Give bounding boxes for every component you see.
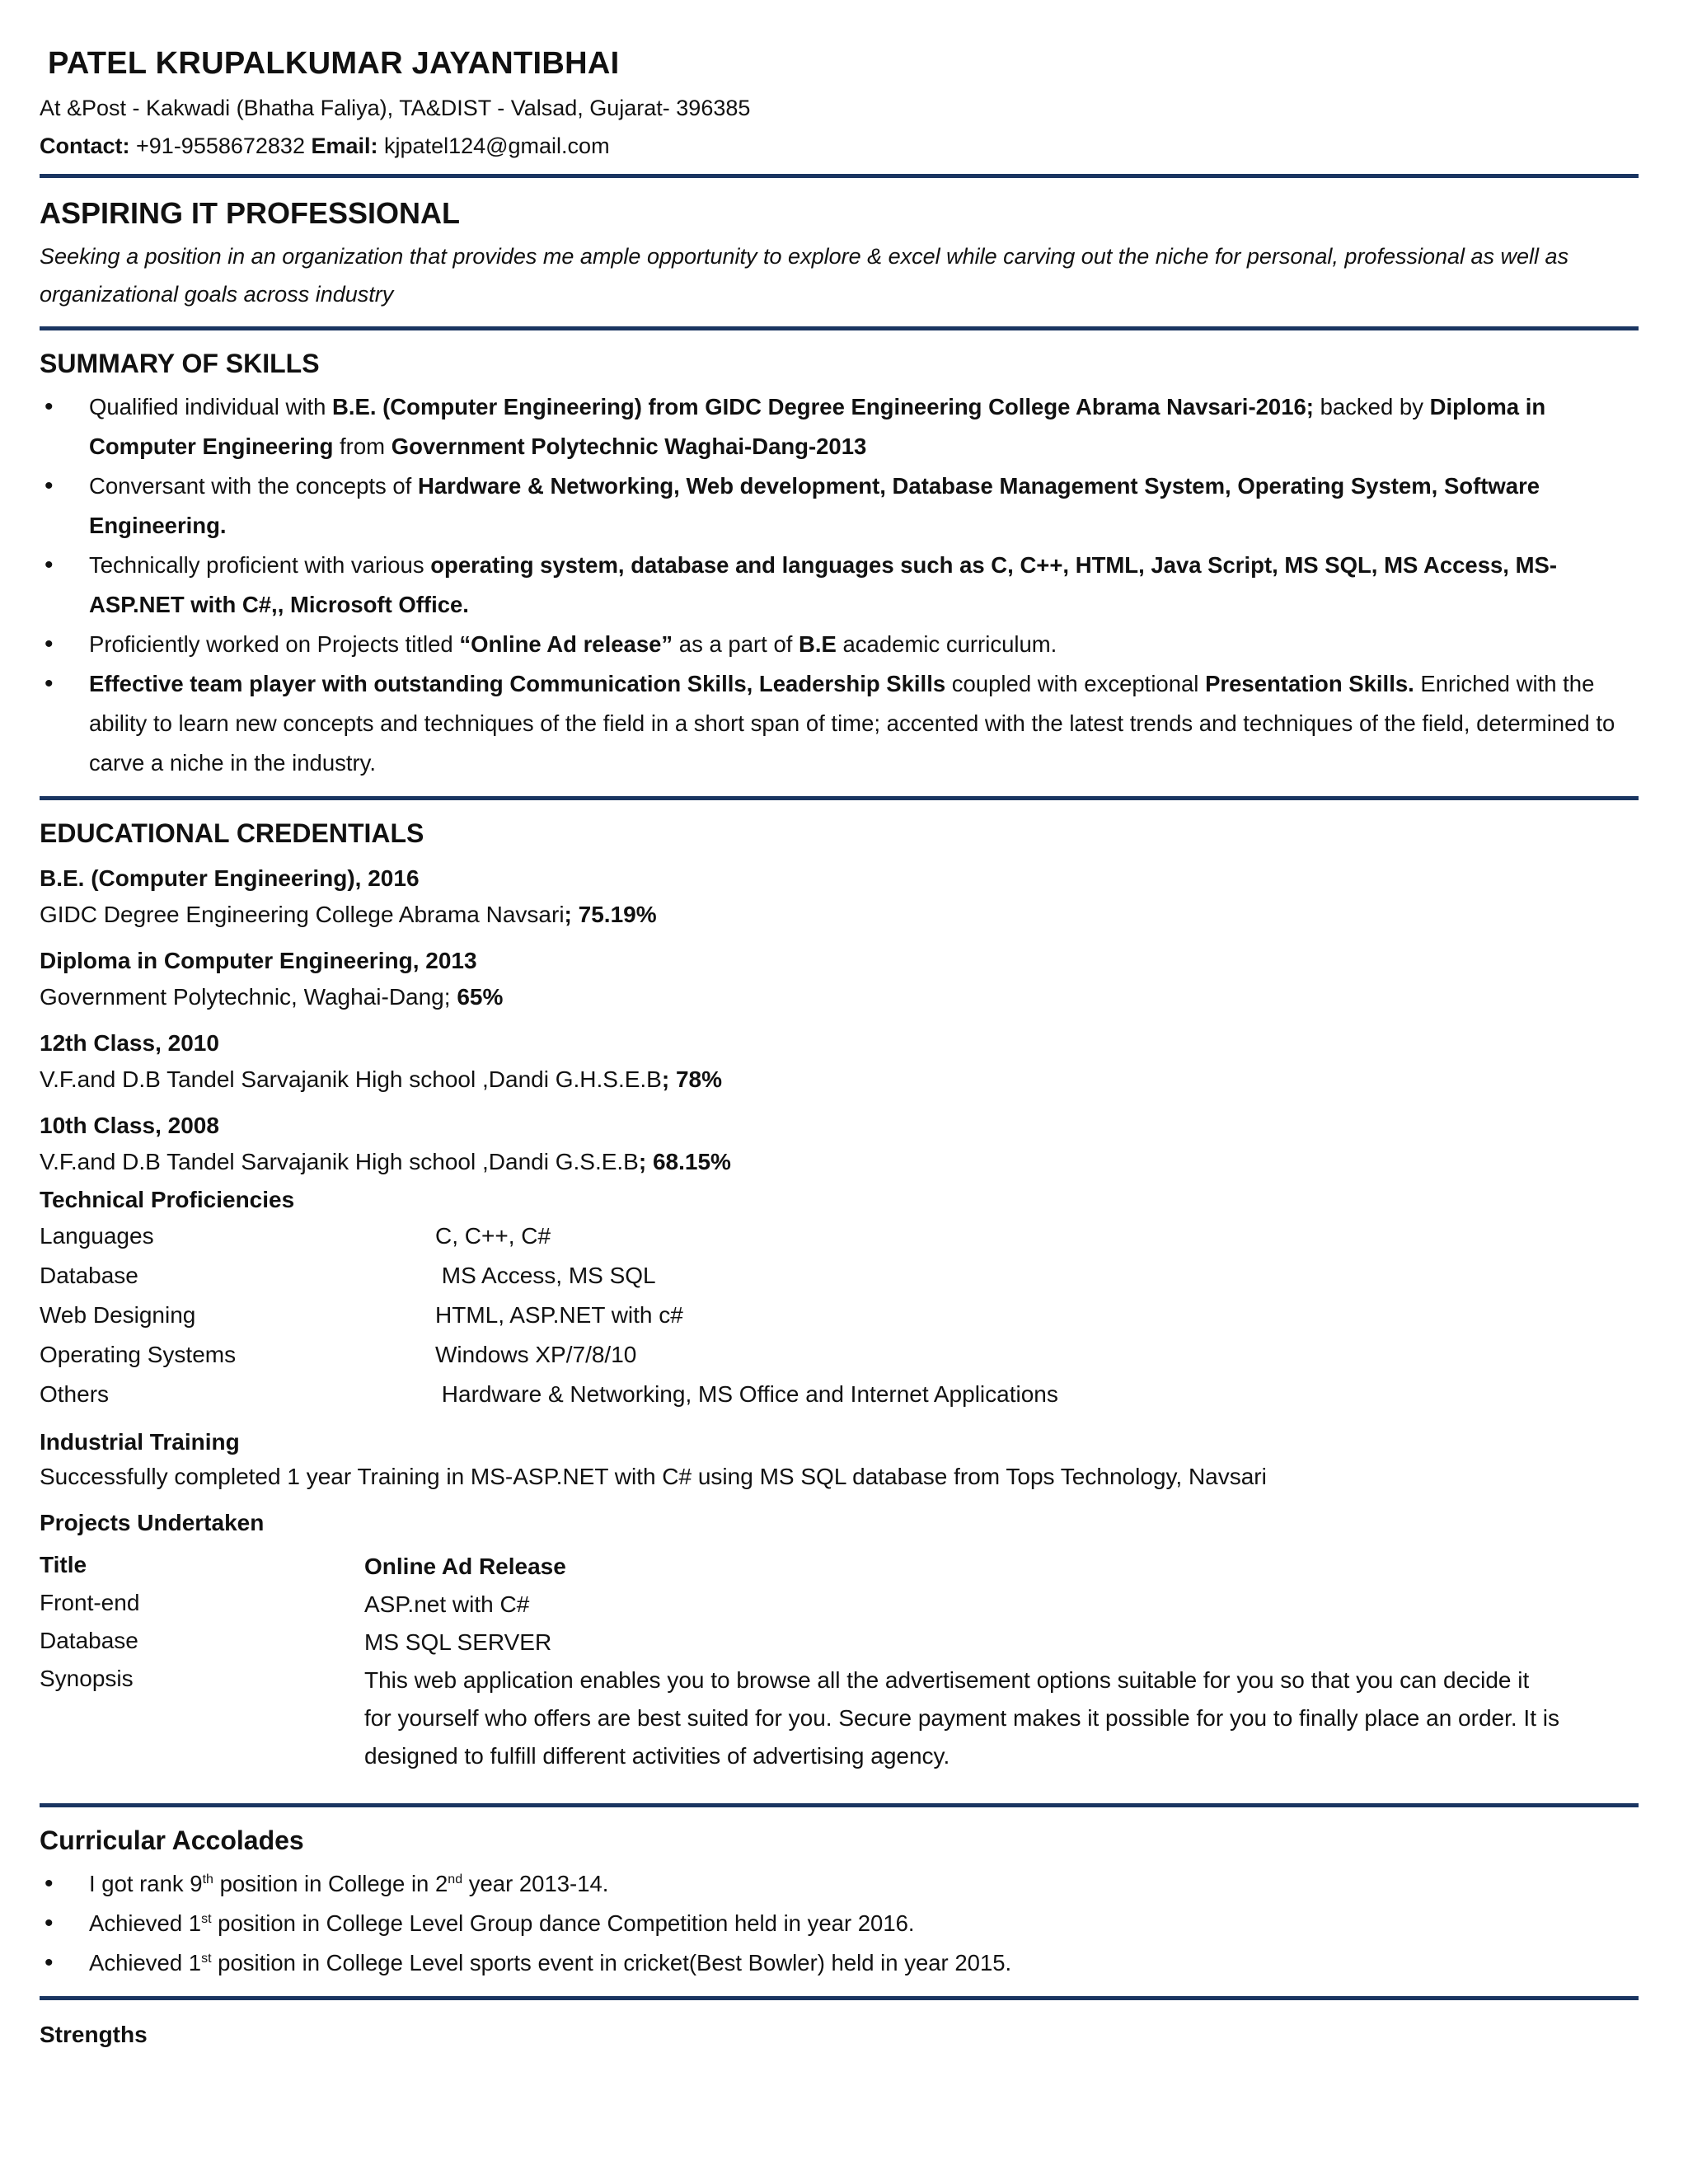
strengths-heading: Strengths [40,2022,148,2047]
objective-text: Seeking a position in an organization that provides me ample opportunity to explore & excel while carving out the niche for personal, professional as well as organizational goals across industry [40,244,1569,307]
list-item: • I got rank 9th position in College in 2nd year 2013-14. [40,1864,1639,1904]
section-divider [40,1996,1639,2000]
table-row: Database MS SQL SERVER [40,1628,552,1655]
tech-heading: Technical Proficiencies [40,1187,295,1212]
list-item: • Effective team player with outstanding Communication Skills, Leadership Skills coupled with exceptional Presentation Skills. Enriched with the ability to learn new concepts and techniques of the field in a short span of time; accented with the latest trends and techniques of the field, determined to carve a niche in the industry. [40,664,1639,783]
section-divider [40,796,1639,800]
contact-label: Contact: [40,134,130,158]
projects-heading: Projects Undertaken [40,1510,265,1535]
table-row: Title Online Ad Release [40,1552,566,1579]
education-heading: EDUCATIONAL CREDENTIALS [40,818,424,848]
degree-school: GIDC Degree Engineering College Abrama Navsari; 75.19% [40,902,657,927]
degree-school: Government Polytechnic, Waghai-Dang; 65% [40,984,504,1010]
degree-title: 12th Class, 2010 [40,1030,219,1056]
degree-school: V.F.and D.B Tandel Sarvajanik High school ,Dandi G.H.S.E.B; 78% [40,1066,723,1092]
list-item: • Qualified individual with B.E. (Computer Engineering) from GIDC Degree Engineering College Abrama Navsari-2016; backed by Diploma in Computer Engineering from Government Polytechnic Waghai-Dang-2013 [40,387,1639,466]
candidate-name: PATEL KRUPALKUMAR JAYANTIBHAI [48,46,620,81]
education-entry [40,1108,1639,1180]
address: At &Post - Kakwadi (Bhatha Faliya), TA&DIST - Valsad, Gujarat- 396385 [40,96,751,120]
table-row: Web Designing HTML, ASP.NET with c# [40,1302,683,1328]
table-row: Synopsis This web application enables you to browse all the advertisement options suitable for you so that you can decide it for yourself who offers are best suited for you. Secure payment makes it possible for you to finally place an order. It is designed to fulfill different activities of advertising agency. [40,1666,1559,1769]
skills-heading: SUMMARY OF SKILLS [40,349,320,378]
list-item: • Proficiently worked on Projects titled “Online Ad release” as a part of B.E academic curriculum. [40,625,1639,664]
section-divider [40,1803,1639,1807]
skills-list [40,387,1639,783]
accolades-heading: Curricular Accolades [40,1825,304,1855]
list-item: • Achieved 1st position in College Level Group dance Competition held in year 2016. [40,1904,1639,1943]
degree-title: 10th Class, 2008 [40,1113,219,1138]
education-entry [40,1025,1639,1098]
table-row: Database MS Access, MS SQL [40,1263,656,1288]
table-row: Others Hardware & Networking, MS Office and Internet Applications [40,1381,1058,1407]
degree-school: V.F.and D.B Tandel Sarvajanik High school ,Dandi G.S.E.B; 68.15% [40,1149,731,1174]
training-heading: Industrial Training [40,1429,240,1455]
contact-phone: +91-9558672832 [136,134,305,158]
contact-line [40,131,1639,161]
list-item: • Technically proficient with various operating system, database and languages such as C, C++, HTML, Java Script, MS SQL, MS Access, MS-ASP.NET with C#,, Microsoft Office. [40,546,1639,625]
email-label: Email: [311,134,378,158]
list-item: • Achieved 1st position in College Level sports event in cricket(Best Bowler) held in year 2015. [40,1943,1639,1983]
degree-title: B.E. (Computer Engineering), 2016 [40,865,420,891]
section-divider [40,326,1639,330]
project-table [40,1548,1559,1775]
accolades-list [40,1864,1639,1983]
contact-email: kjpatel124@gmail.com [384,134,610,158]
table-row: Languages C, C++, C# [40,1223,551,1249]
training-text: Successfully completed 1 year Training in MS-ASP.NET with C# using MS SQL database from Tops Technology, Navsari [40,1464,1267,1489]
education-entry [40,943,1639,1015]
table-row: Front-end ASP.net with C# [40,1590,530,1617]
resume-page [40,33,1639,2051]
degree-title: Diploma in Computer Engineering, 2013 [40,948,477,973]
objective-heading: ASPIRING IT PROFESSIONAL [40,196,461,230]
table-row: Operating Systems Windows XP/7/8/10 [40,1342,637,1367]
list-item: • Conversant with the concepts of Hardware & Networking, Web development, Database Management System, Operating System, Software Engineering. [40,466,1639,546]
section-divider [40,174,1639,178]
education-entry [40,860,1639,933]
tech-table [40,1216,1058,1414]
